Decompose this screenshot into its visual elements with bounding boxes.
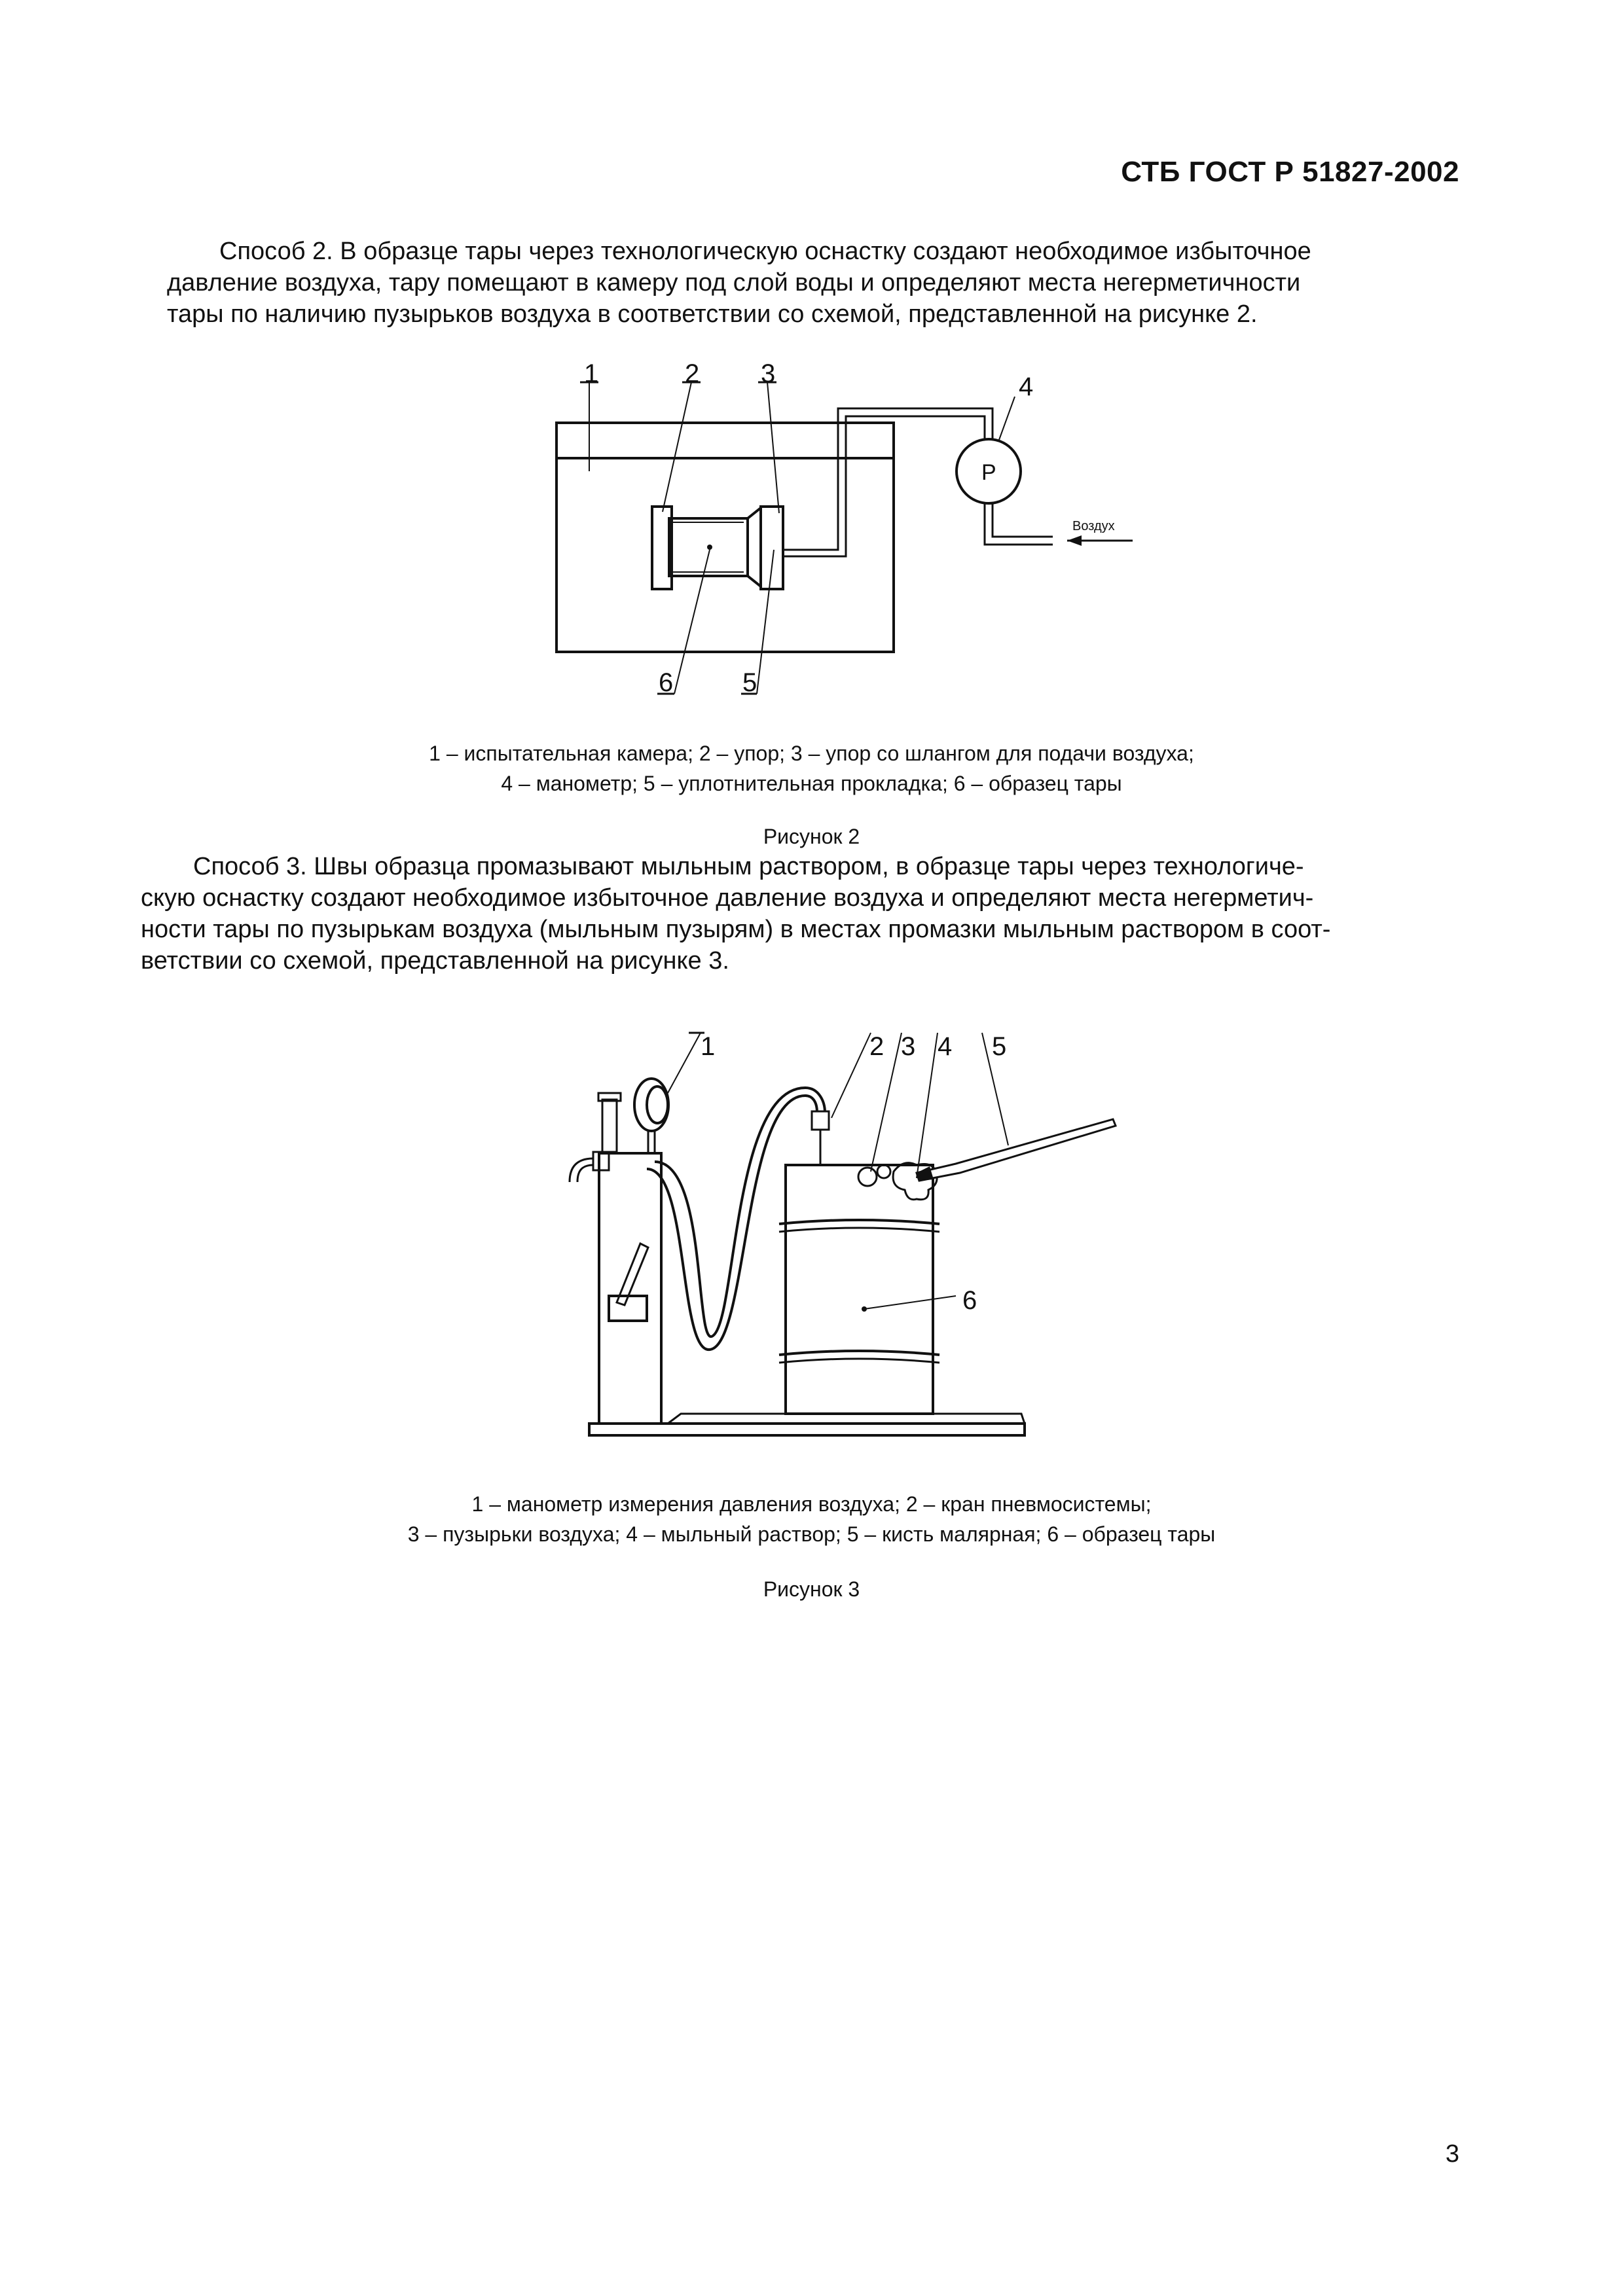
base-plate	[589, 1424, 1025, 1435]
method-2-line: давление воздуха, тару помещают в камеру под слой воды и определяют места негерметичности	[167, 269, 1301, 296]
pump-stand	[599, 1153, 661, 1424]
gauge-letter: Р	[981, 460, 996, 485]
pneumatic-valve	[812, 1111, 829, 1130]
legend-line: 1 – манометр измерения давления воздуха; 2 – кран пневмосистемы;	[471, 1492, 1152, 1516]
callout-6: 6	[962, 1286, 977, 1315]
figure-2-diagram	[524, 353, 1146, 720]
method-3-line: ности тары по пузырькам воздуха (мыльным пузырям) в местах промазки мыльным раствором в соот-	[141, 916, 1331, 943]
figure-3-diagram	[537, 1028, 1139, 1453]
figure-2-legend	[0, 738, 1623, 798]
figure-3-legend	[0, 1489, 1623, 1549]
callout-2: 2	[869, 1032, 884, 1061]
callout-1: 1	[701, 1032, 716, 1061]
callout-5: 5	[742, 668, 757, 697]
method-3-line: Способ 3. Швы образца промазывают мыльным раствором, в образце тары через технологиче-	[193, 853, 1304, 880]
method-3-line: ветствии со схемой, представленной на рисунке 3.	[141, 947, 729, 975]
callout-2: 2	[685, 359, 700, 388]
figure-3-title: Рисунок 3	[763, 1577, 860, 1601]
legend-line: 3 – пузырьки воздуха; 4 – мыльный раствор; 5 – кисть малярная; 6 – образец тары	[407, 1522, 1216, 1546]
callout-5: 5	[992, 1032, 1007, 1061]
paint-brush	[917, 1119, 1116, 1181]
sample-drum	[786, 1165, 933, 1414]
pressure-gauge	[634, 1079, 668, 1131]
document-code: СТБ ГОСТ Р 51827-2002	[1121, 156, 1459, 188]
callout-3: 3	[901, 1032, 916, 1061]
callout-4: 4	[1019, 372, 1034, 401]
method-2-line: Способ 2. В образце тары через технологическую оснастку создают необходимое избыточное	[219, 238, 1311, 265]
legend-line: 4 – манометр; 5 – уплотнительная прокладка; 6 – образец тары	[501, 772, 1122, 795]
page-number: 3	[1445, 2140, 1459, 2168]
method-3-paragraph	[141, 851, 1447, 977]
callout-1: 1	[584, 359, 599, 388]
air-label: Воздух	[1072, 519, 1115, 533]
legend-line: 1 – испытательная камера; 2 – упор; 3 – упор со шлангом для подачи воздуха;	[429, 742, 1194, 765]
callout-4: 4	[938, 1032, 953, 1061]
method-2-line: тары по наличию пузырьков воздуха в соответствии со схемой, представленной на рисунке 2.	[167, 300, 1258, 328]
method-3-line: скую оснастку создают необходимое избыточное давление воздуха и определяют места негерметич-	[141, 884, 1314, 912]
callout-3: 3	[761, 359, 776, 388]
figure-2-title: Рисунок 2	[763, 825, 860, 848]
callout-6: 6	[659, 668, 674, 697]
method-2-paragraph	[167, 236, 1434, 330]
